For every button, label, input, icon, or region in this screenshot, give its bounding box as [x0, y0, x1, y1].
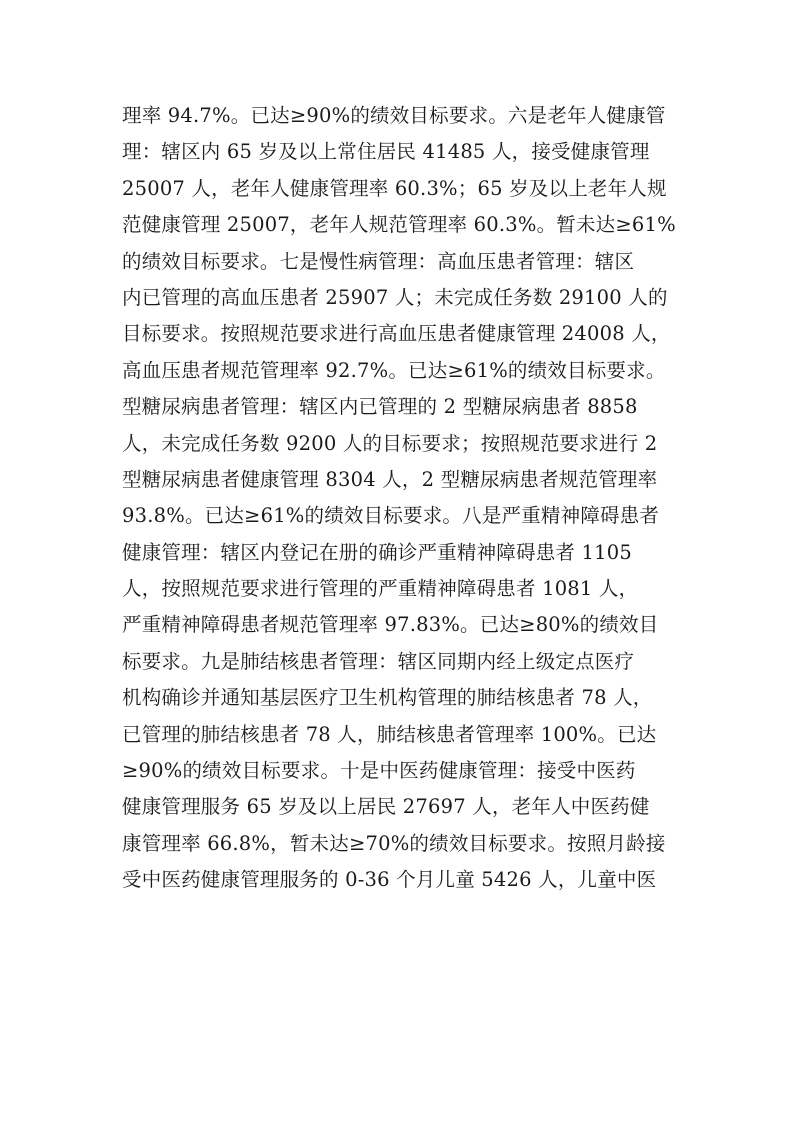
text-line-20: 健康管理服务 65 岁及以上居民 27697 人，老年人中医药健	[122, 795, 650, 819]
text-line-6: 内已管理的高血压患者 25907 人；未完成任务数 29100 人的	[122, 285, 668, 309]
text-line-17: 机构确诊并通知基层医疗卫生机构管理的肺结核患者 78 人，	[122, 686, 653, 710]
text-line-12: 93.8%。已达≥61%的绩效目标要求。八是严重精神障碍患者	[122, 504, 660, 528]
text-line-1: 理率 94.7%。已达≥90%的绩效目标要求。六是老年人健康管	[122, 104, 666, 127]
text-line-13: 健康管理：辖区内登记在册的确诊严重精神障碍患者 1105	[122, 540, 632, 564]
text-line-22: 受中医药健康管理服务的 0-36 个月儿童 5426 人，儿童中医	[122, 868, 657, 892]
text-line-19: ≥90%的绩效目标要求。十是中医药健康管理：接受中医药	[122, 759, 636, 783]
body-text	[122, 98, 682, 899]
text-line-16: 标要求。九是肺结核患者管理：辖区同期内经上级定点医疗	[122, 649, 635, 673]
text-line-21: 康管理率 66.8%，暂未达≥70%的绩效目标要求。按照月龄接	[122, 831, 666, 855]
text-line-15: 严重精神障碍患者规范管理率 97.83%。已达≥80%的绩效目	[122, 613, 659, 637]
text-line-5: 的绩效目标要求。七是慢性病管理：高血压患者管理：辖区	[122, 249, 635, 273]
text-line-2: 理：辖区内 65 岁及以上常住居民 41485 人，接受健康管理	[122, 140, 650, 164]
text-line-11: 型糖尿病患者健康管理 8304 人，2 型糖尿病患者规范管理率	[122, 467, 658, 491]
text-line-9: 型糖尿病患者管理：辖区内已管理的 2 型糖尿病患者 8858	[122, 395, 638, 419]
text-line-4: 范健康管理 25007，老年人规范管理率 60.3%。暂未达≥61%	[122, 213, 676, 237]
text-line-10: 人，未完成任务数 9200 人的目标要求；按照规范要求进行 2	[122, 431, 658, 455]
text-line-7: 目标要求。按照规范要求进行高血压患者健康管理 24008 人，	[122, 322, 671, 346]
text-line-8: 高血压患者规范管理率 92.7%。已达≥61%的绩效目标要求。	[122, 358, 666, 382]
text-line-18: 已管理的肺结核患者 78 人，肺结核患者管理率 100%。已达	[122, 722, 657, 746]
text-line-14: 人，按照规范要求进行管理的严重精神障碍患者 1081 人，	[122, 577, 639, 601]
text-line-3: 25007 人，老年人健康管理率 60.3%；65 岁及以上老年人规	[122, 176, 667, 200]
